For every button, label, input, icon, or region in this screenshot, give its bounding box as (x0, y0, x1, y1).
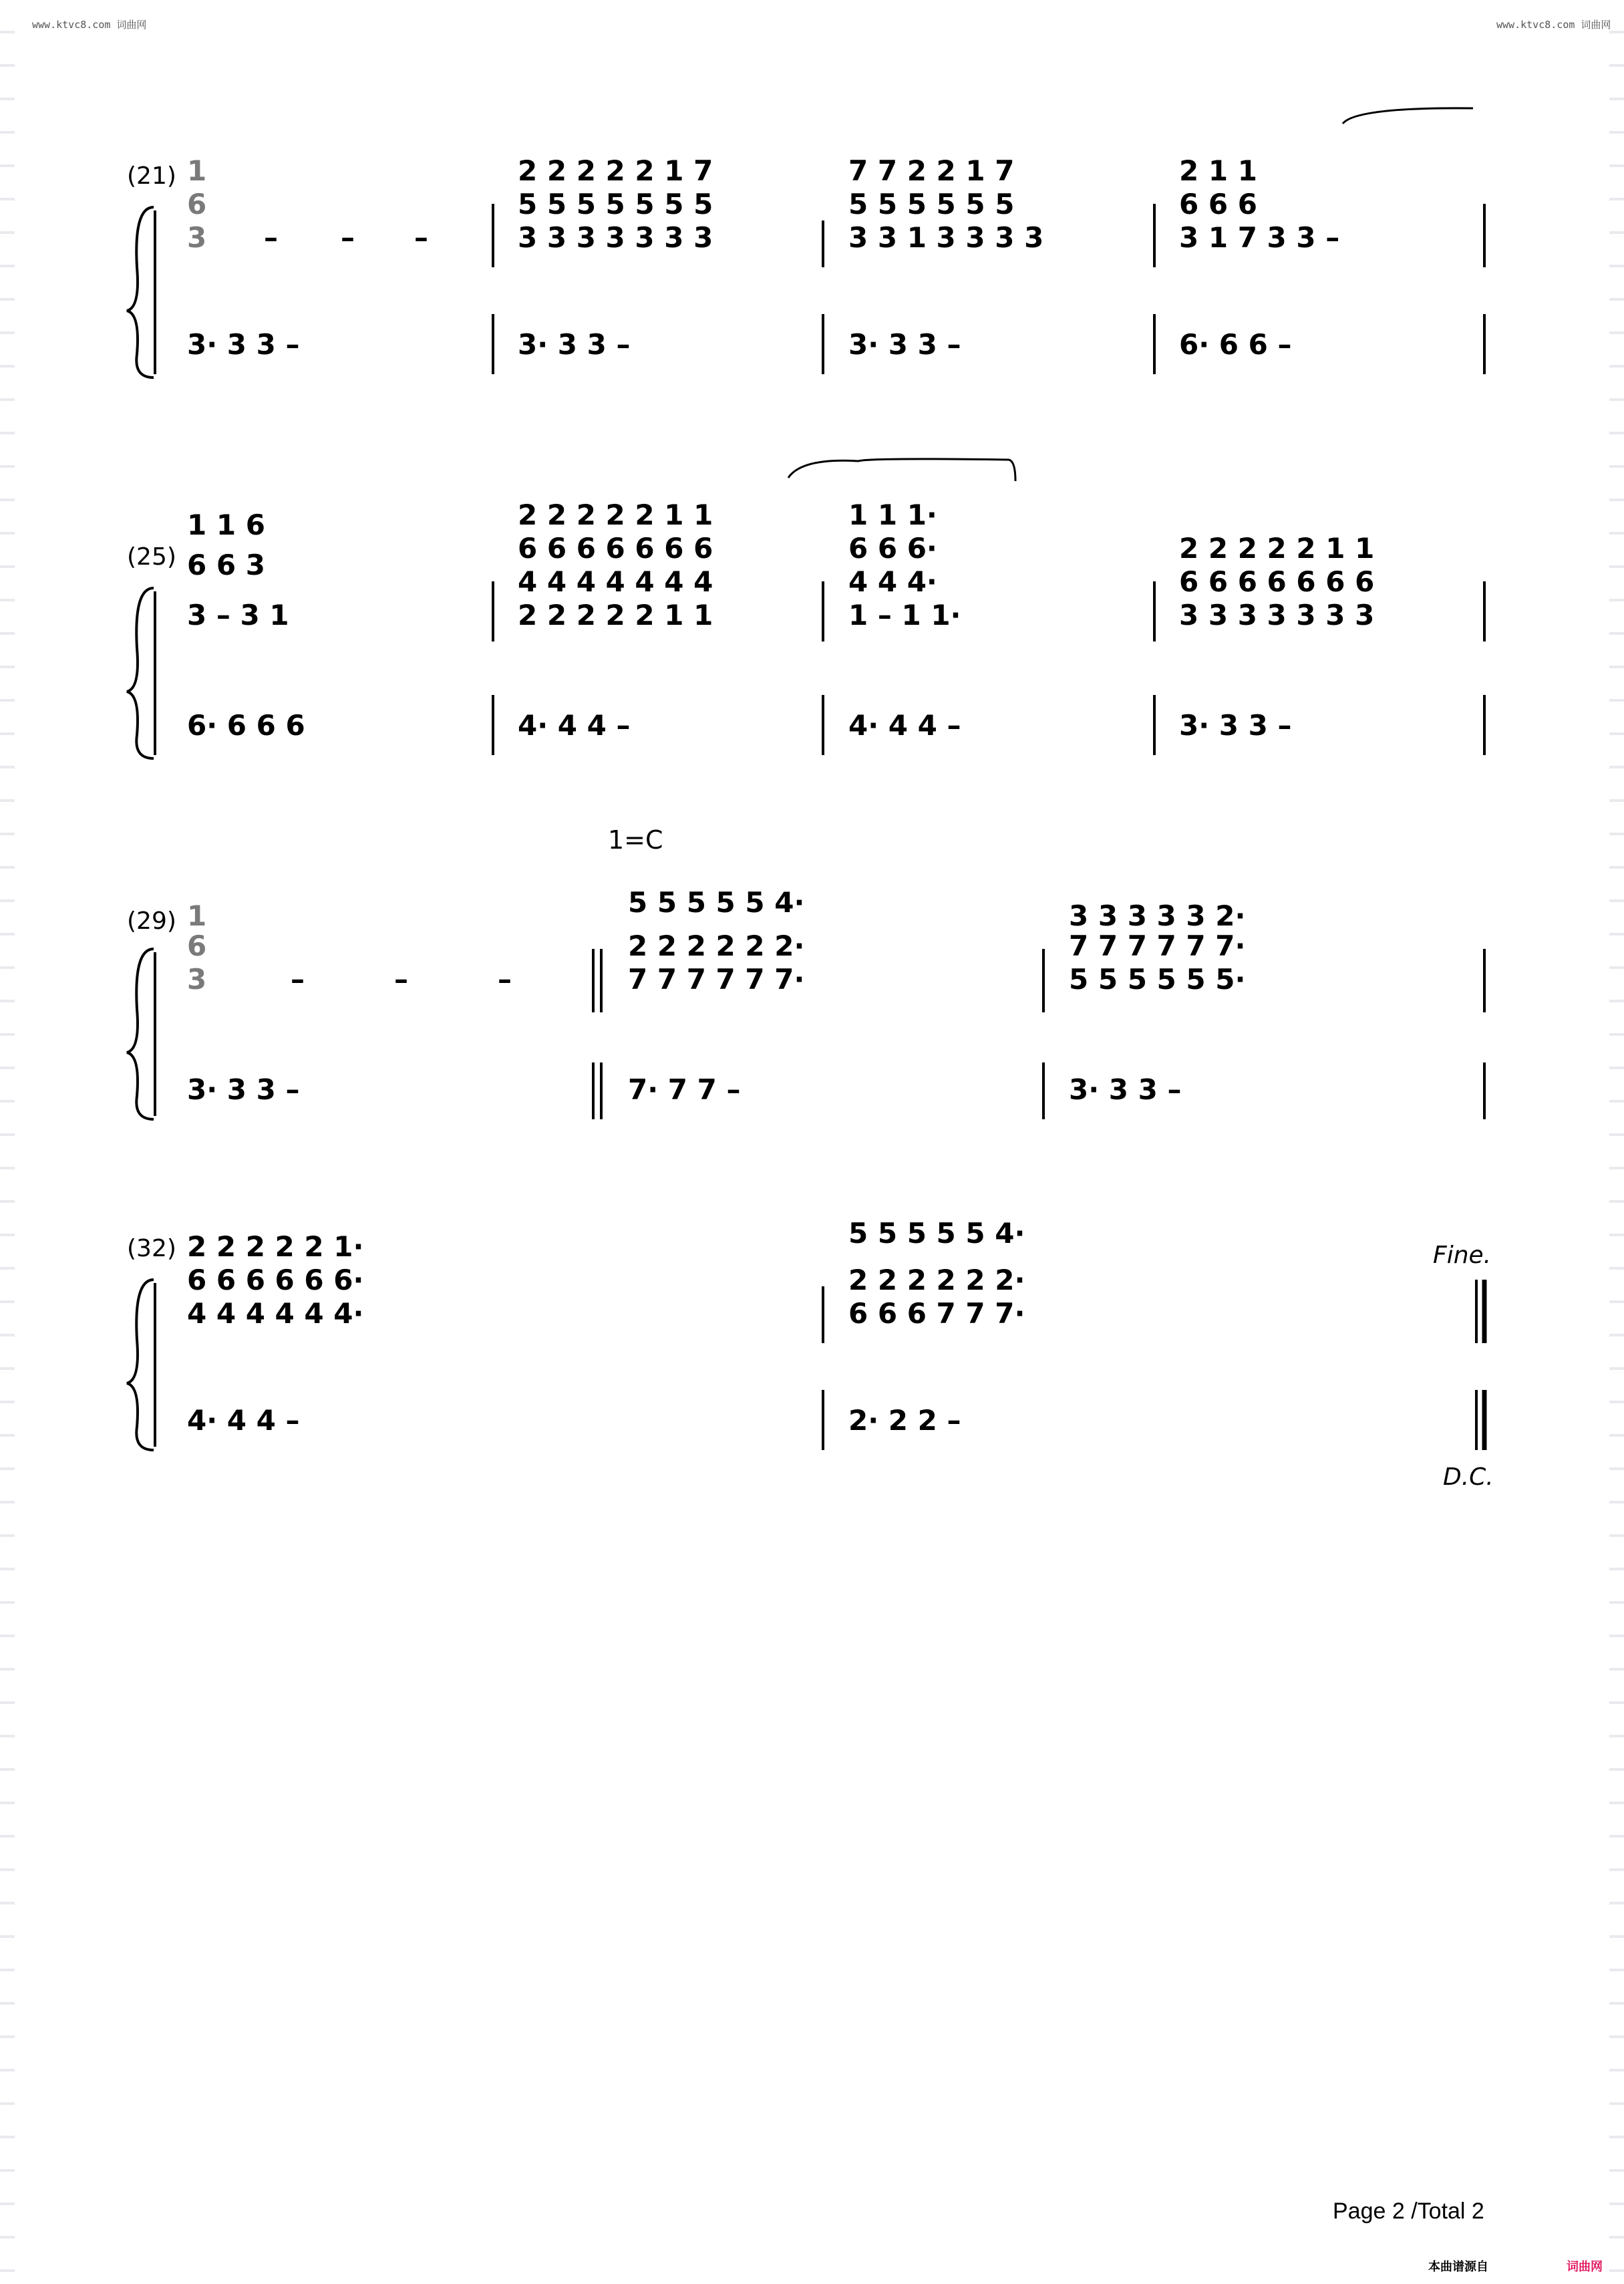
note-chord: 3 (187, 221, 207, 254)
note-row: 3 – 3 1 (187, 599, 289, 631)
measure-number: (25) (127, 543, 176, 571)
note-row: 6 6 6 6 6 6 6 (1179, 565, 1375, 598)
note-row: 2 2 2 2 2 2· (628, 930, 805, 962)
grand-staff-brace (127, 1280, 154, 1450)
note-row: 6 6 6 6 6 6· (187, 1264, 364, 1296)
note-row: 4· 4 4 – (518, 709, 631, 742)
note-row: 7 7 7 7 7 7· (1069, 930, 1246, 962)
rest-dash: – (498, 963, 512, 996)
note-row: 4 4 4· (848, 565, 937, 598)
note-row: 5 5 5 5 5 4· (628, 886, 805, 919)
measure-number: (29) (127, 907, 176, 935)
note-chord: 1 (187, 899, 207, 932)
note-row: 3· 3 3 – (187, 328, 300, 361)
rest-dash: – (414, 221, 428, 254)
system-4 (127, 1217, 1494, 1491)
note-row: 3· 3 3 – (1179, 709, 1292, 742)
note-row: 1 1 1· (848, 498, 937, 531)
note-row: 2 1 1 (1179, 154, 1257, 187)
measure-number: (32) (127, 1235, 176, 1262)
note-row: 4· 4 4 – (848, 709, 961, 742)
page-indicator: Page 2 /Total 2 (1333, 2198, 1484, 2224)
note-row: 7· 7 7 – (628, 1073, 741, 1106)
grand-staff-brace (127, 588, 154, 758)
note-row: 2· 2 2 – (848, 1404, 961, 1437)
system-2 (127, 459, 1484, 758)
note-row: 4 4 4 4 4 4 4 (518, 565, 713, 598)
note-row: 2 2 2 2 2 1 7 (518, 154, 713, 187)
note-chord: 3 (187, 963, 207, 996)
note-row: 4 4 4 4 4 4· (187, 1297, 364, 1330)
note-row: 2 2 2 2 2 2· (848, 1264, 1025, 1296)
note-row: 3 1 7 3 3 – (1179, 221, 1340, 254)
note-row: 7 7 7 7 7 7· (628, 963, 805, 996)
note-row: 5 5 5 5 5 4· (848, 1217, 1025, 1250)
note-row: 5 5 5 5 5 5 5 (518, 188, 713, 221)
grand-staff-brace (127, 949, 154, 1119)
system-3 (127, 825, 1484, 1119)
note-row: 1 – 1 1· (848, 599, 961, 631)
note-chord: 6 (187, 930, 207, 962)
note-row: 3· 3 3 – (518, 328, 631, 361)
tie-arc (1343, 108, 1473, 124)
rest-dash: – (341, 221, 355, 254)
dc-label: D.C. (1443, 1463, 1494, 1491)
tie-arc (788, 459, 1015, 481)
rest-dash: – (394, 963, 408, 996)
brand-logo: 词曲网 (1567, 2260, 1603, 2274)
grand-staff-brace (127, 207, 154, 378)
note-row: 3 3 3 3 3 3 3 (518, 221, 713, 254)
note-row: 3· 3 3 – (848, 328, 961, 361)
note-row: 3· 3 3 – (187, 1073, 300, 1106)
note-row: 5 5 5 5 5 5 (848, 188, 1015, 221)
note-row: 6 6 6· (848, 532, 937, 565)
rest-dash: – (291, 963, 305, 996)
measure-number: (21) (127, 162, 176, 190)
note-chord: 6 (187, 188, 207, 221)
note-row: 6· 6 6 – (1179, 328, 1292, 361)
system-1 (127, 108, 1484, 378)
note-row: 6 6 6 (1179, 188, 1257, 221)
note-chord: 1 (187, 154, 207, 187)
note-row: 4· 4 4 – (187, 1404, 300, 1437)
note-row: 2 2 2 2 2 1 1 (518, 498, 713, 531)
note-row: 2 2 2 2 2 1 1 (518, 599, 713, 631)
watermark-right: www.ktvc8.com 词曲网 (1496, 19, 1611, 31)
fine-label: Fine. (1433, 1242, 1492, 1269)
note-row: 6 6 6 6 6 6 6 (518, 532, 713, 565)
note-row: 7 7 2 2 1 7 (848, 154, 1015, 187)
note-row: 6· 6 6 6 (187, 709, 305, 742)
note-row: 3· 3 3 – (1069, 1073, 1182, 1106)
rest-dash: – (264, 221, 278, 254)
note-row: 3 3 1 3 3 3 3 (848, 221, 1044, 254)
key-change: 1=C (608, 825, 663, 855)
note-row: 2 2 2 2 2 1 1 (1179, 532, 1375, 565)
note-row: 5 5 5 5 5 5· (1069, 963, 1246, 996)
note-row: 3 3 3 3 3 3 3 (1179, 599, 1375, 631)
note-row: 6 6 3 (187, 549, 265, 581)
source-label: 本曲谱源自 (1428, 2260, 1488, 2274)
note-row: 2 2 2 2 2 1· (187, 1230, 364, 1263)
watermark-left: www.ktvc8.com 词曲网 (32, 19, 147, 31)
note-row: 6 6 6 7 7 7· (848, 1297, 1025, 1330)
note-row: 3 3 3 3 3 2· (1069, 899, 1246, 932)
note-row: 1 1 6 (187, 509, 265, 541)
